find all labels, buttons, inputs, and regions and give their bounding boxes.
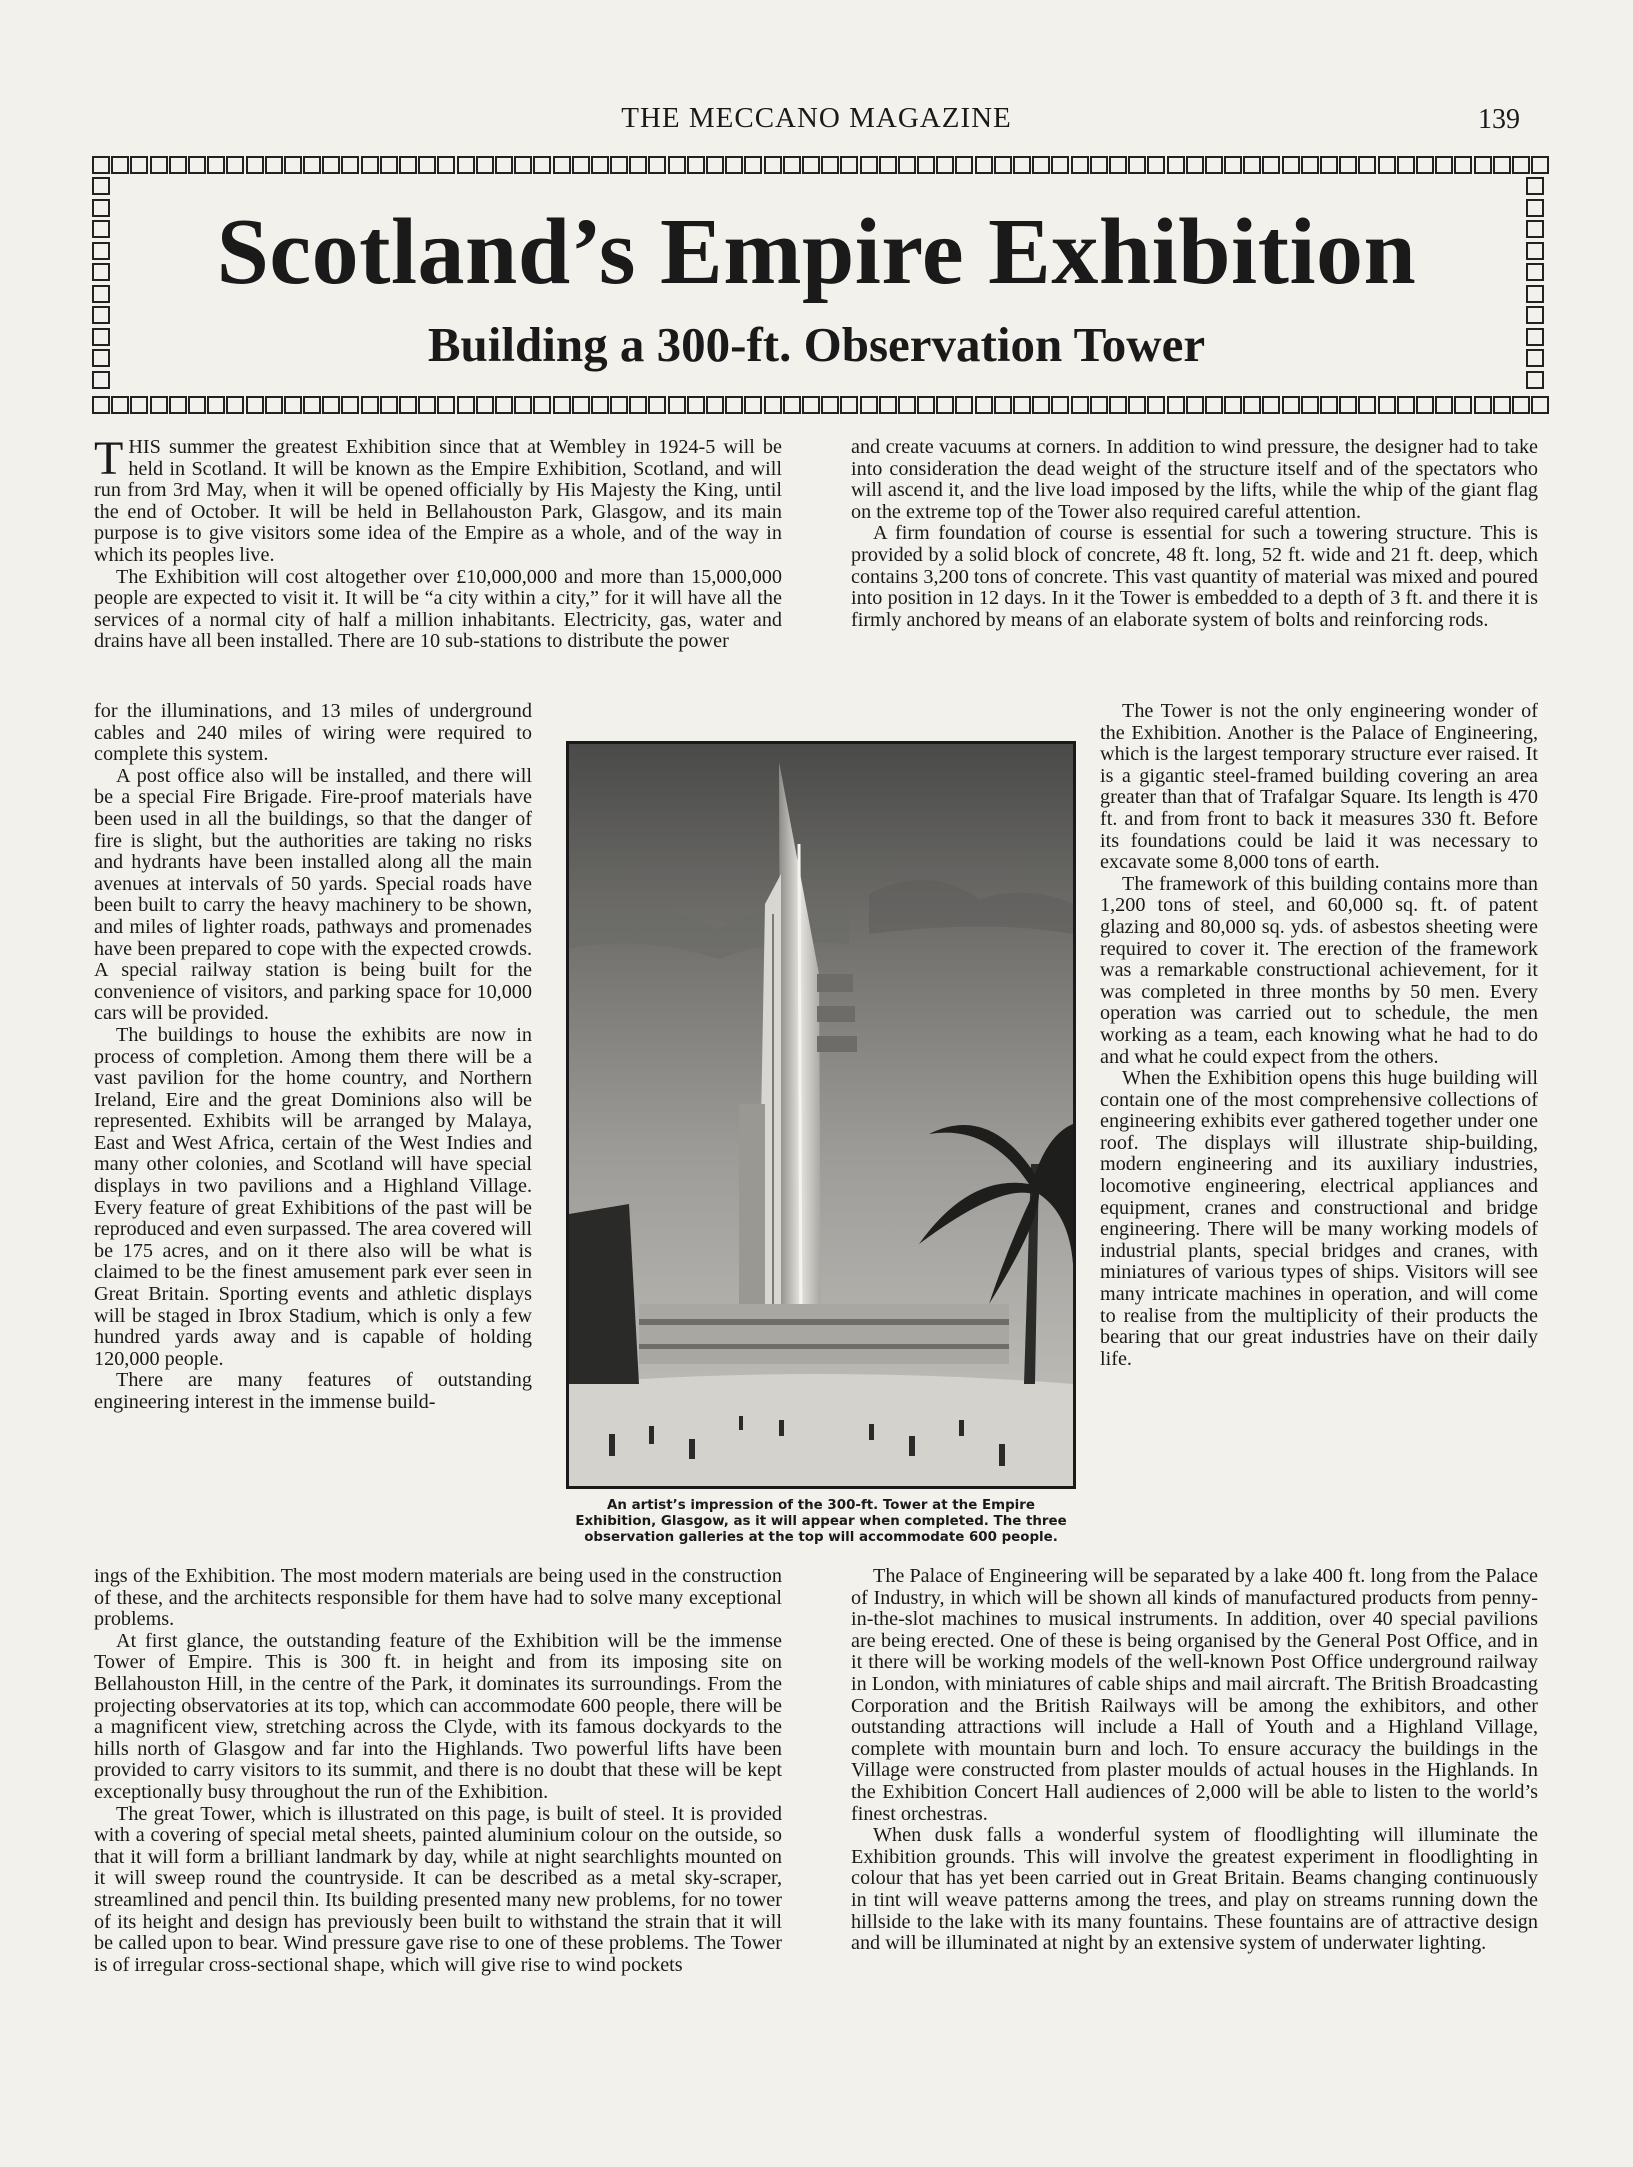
paragraph: The Tower is not the only engineering wonder of the Exhibition. Another is the Palace of Engineering, which is the largest temporary structure ever raised. It is a gigantic steel-framed building covering an area greater than that of Trafalgar Square. Its length is 470 ft. and from front to back it measures 330 ft. Before its foundations could be laid it was necessary to excavate some 8,000 tons of earth. [1100, 700, 1538, 874]
border-square [591, 396, 609, 414]
border-square [130, 156, 148, 174]
paragraph: The Exhibition will cost altogether over £10,000,000 and more than 15,000,000 people are expected to visit it. It will be “a city within a city,” for it will have all the services of a normal city of half a million inhabitants. Electricity, gas, water and drains have all been installed. There are 10 sub-stations to distribute the power [94, 565, 782, 653]
border-square [1416, 156, 1434, 174]
border-square [936, 396, 954, 414]
border-square [1013, 156, 1031, 174]
border-square [1320, 156, 1338, 174]
article-title: Scotland’s Empire Exhibition [216, 200, 1417, 304]
border-square [955, 396, 973, 414]
border-square [744, 156, 762, 174]
border-square [1397, 156, 1415, 174]
border-square [610, 396, 628, 414]
paragraph: At first glance, the outstanding feature of the Exhibition will be the immense Tower of Empire. This is 300 ft. in height and from its imposing site on Bellahouston Hill, in the centre of the Park, it dominates its surroundings. From the projecting observatories at its top, which can accommodate 600 people, there will be a magnificent view, stretching across the Clyde, with its famous dockyards to the hills north of Glasgow and far into the Highlands. Two powerful lifts have been provided to carry visitors to its summit, and there is no doubt that these will be kept exceptionally busy throughout the run of the Exhibition. [94, 1629, 782, 1803]
border-square [706, 396, 724, 414]
border-square [648, 396, 666, 414]
border-square [1013, 396, 1031, 414]
border-square [975, 396, 993, 414]
border-square [188, 396, 206, 414]
border-square [1186, 396, 1204, 414]
border-square [1051, 156, 1069, 174]
right-column-top [851, 437, 1538, 631]
paragraph: The framework of this building contains more than 1,200 tons of steel, and 60,000 sq. ft. of patent glazing and 80,000 sq. yds. of asbestos sheeting were required to cover it. The erection of the framework was a remarkable constructional achievement, for it was completed in three months by 50 men. Every operation was carried out to schedule, the men working as a team, each knowing what he had to do and what he could expect from the others. [1100, 872, 1538, 1068]
square-border-bottom [92, 396, 1550, 414]
border-square [1339, 156, 1357, 174]
border-square [341, 156, 359, 174]
border-square [169, 396, 187, 414]
border-square [457, 396, 475, 414]
border-square [265, 396, 283, 414]
page-number: 139 [1478, 104, 1520, 135]
paragraph: The great Tower, which is illustrated on this page, is built of steel. It is provided with a covering of special metal sheets, painted aluminium colour on the outside, so that it will form a brilliant landmark by day, while at night searchlights mounted on it will sweep round the countryside. It can be described as a metal sky-scraper, streamlined and pencil thin. Its building presented many new problems, for no tower of its height and design has previously been built to withstand the strain that it will be called upon to bear. Wind pressure gave rise to one of these problems. The Tower is of irregular cross-sectional shape, which will give rise to wind pockets [94, 1802, 782, 1976]
border-square [150, 396, 168, 414]
border-square [1282, 396, 1300, 414]
border-square [1526, 371, 1544, 389]
border-square [821, 156, 839, 174]
border-square [303, 396, 321, 414]
observation-tower-illustration [566, 741, 1076, 1489]
border-square [1090, 156, 1108, 174]
border-square [437, 156, 455, 174]
border-square [840, 396, 858, 414]
border-square [265, 156, 283, 174]
paragraph: When the Exhibition opens this huge building will contain one of the most comprehensive collections of engineering exhibits ever gathered together under one roof. The displays will illustrate ship-building, modern engineering and its auxiliary industries, locomotive engineering, electrical appliances and equipment, cranes and constructional and bridge engineering. There will be many working models of industrial plants, special bridges and cranes, with miniatures of various types of ships. Visitors will see many intricate machines in operation, and will come to realise from the multiplicity of their products the bearing that our great industries have on their daily life. [1100, 1067, 1538, 1370]
border-square [322, 156, 340, 174]
border-square [975, 156, 993, 174]
border-square [1474, 156, 1492, 174]
border-square [1493, 156, 1511, 174]
left-column-narrow [94, 701, 532, 1414]
border-square [1526, 177, 1544, 195]
border-square [668, 396, 686, 414]
border-square [476, 396, 494, 414]
border-square [1474, 396, 1492, 414]
border-square [917, 156, 935, 174]
border-square [860, 396, 878, 414]
border-square [994, 156, 1012, 174]
border-square [668, 156, 686, 174]
border-square [284, 156, 302, 174]
border-square [1109, 396, 1127, 414]
border-square [1147, 156, 1165, 174]
border-square [744, 396, 762, 414]
border-square [246, 156, 264, 174]
paragraph: When dusk falls a wonderful system of floodlighting will illuminate the Exhibition grounds. This will involve the greatest experiment in floodlighting in colour that has yet been carried out in Great Britain. Beams changing continuously in tint will weave patterns among the trees, and play on streams running down the hillside to the lake with its many fountains. These fountains are of attractive design and will be illuminated at night by an extensive system of underwater lighting. [851, 1824, 1538, 1955]
border-square [1090, 396, 1108, 414]
left-column-bottom [94, 1566, 782, 1976]
border-square [130, 396, 148, 414]
paragraph: The Palace of Engineering will be separated by a lake 400 ft. long from the Palace of Industry, in which will be shown all kinds of manufactured products from penny-in-the-slot machines to musical instruments. In addition, over 40 special pavilions are being erected. One of these is being organised by the General Post Office, and in it there will be working models of the well-known Post Office underground railway in London, with miniatures of cable ships and mail aircraft. The British Broadcasting Corporation and the British Railways will be among the exhibitors, and other outstanding attractions will include a Hall of Youth and a Highland Village, complete with mountain burn and loch. To ensure accuracy the buildings in the Village were constructed from plaster moulds of actual houses in the Highlands. In the Exhibition Concert Hall audiences of 2,000 will be able to listen to the world’s finest orchestras. [851, 1565, 1538, 1825]
border-square [572, 396, 590, 414]
border-square [207, 156, 225, 174]
border-square [687, 156, 705, 174]
border-square [955, 156, 973, 174]
border-square [725, 396, 743, 414]
border-square [879, 396, 897, 414]
border-square [533, 156, 551, 174]
border-square [936, 156, 954, 174]
border-square [783, 396, 801, 414]
border-square [725, 156, 743, 174]
border-square [92, 371, 110, 389]
border-square [898, 156, 916, 174]
paragraph: for the illuminations, and 13 miles of underground cables and 240 miles of wiring were required to complete this system. [94, 700, 532, 766]
illustration-caption: An artist’s impression of the 300-ft. Tower at the Empire Exhibition, Glasgow, as it will appear when completed. The three observation galleries at the top will accommodate 600 people. [575, 1498, 1067, 1545]
border-square [1358, 396, 1376, 414]
border-square [361, 396, 379, 414]
square-border-top [92, 156, 1550, 174]
border-square [92, 396, 110, 414]
border-square [341, 396, 359, 414]
border-square [1282, 156, 1300, 174]
running-head [0, 102, 1633, 142]
border-square [399, 156, 417, 174]
border-square [514, 396, 532, 414]
border-square [1205, 156, 1223, 174]
border-square [1416, 396, 1434, 414]
border-square [1301, 156, 1319, 174]
border-square [284, 396, 302, 414]
border-square [150, 156, 168, 174]
border-square [1358, 156, 1376, 174]
right-column-narrow [1100, 701, 1538, 1370]
border-square [1531, 156, 1549, 174]
border-square [322, 396, 340, 414]
border-square [1493, 396, 1511, 414]
border-square [246, 396, 264, 414]
border-square [1397, 396, 1415, 414]
border-square [648, 156, 666, 174]
border-square [380, 396, 398, 414]
border-square [188, 156, 206, 174]
border-square [476, 156, 494, 174]
paragraph: ings of the Exhibition. The most modern materials are being used in the construction of these, and the architects responsible for them have had to solve many exceptional problems. [94, 1565, 782, 1631]
border-square [1454, 396, 1472, 414]
border-square [553, 396, 571, 414]
paragraph: and create vacuums at corners. In addition to wind pressure, the designer had to take into consideration the dead weight of the structure itself and of the spectators who will ascend it, and the live load imposed by the lifts, while the whip of the giant flag on the extreme top of the Tower also required careful attention. [851, 436, 1538, 523]
right-column-bottom [851, 1566, 1538, 1955]
border-square [572, 156, 590, 174]
border-square [879, 156, 897, 174]
border-square [495, 396, 513, 414]
border-square [437, 396, 455, 414]
border-square [1186, 156, 1204, 174]
border-square [591, 156, 609, 174]
border-square [1320, 396, 1338, 414]
border-square [687, 396, 705, 414]
border-square [533, 396, 551, 414]
magazine-title: THE MECCANO MAGAZINE [621, 102, 1012, 134]
border-square [399, 396, 417, 414]
border-square [860, 156, 878, 174]
border-square [1435, 396, 1453, 414]
border-square [1032, 156, 1050, 174]
border-square [1454, 156, 1472, 174]
border-square [802, 396, 820, 414]
border-square [917, 396, 935, 414]
border-square [1071, 396, 1089, 414]
border-square [169, 156, 187, 174]
border-square [610, 156, 628, 174]
border-square [207, 396, 225, 414]
border-square [1262, 396, 1280, 414]
border-square [629, 156, 647, 174]
border-square [514, 156, 532, 174]
paragraph: There are many features of outstanding engineering interest in the immense build- [94, 1369, 532, 1413]
border-square [840, 156, 858, 174]
border-square [418, 396, 436, 414]
border-square [1378, 396, 1396, 414]
border-square [764, 396, 782, 414]
border-square [1071, 156, 1089, 174]
border-square [418, 156, 436, 174]
paragraph: A firm foundation of course is essential for such a towering structure. This is provided by a solid block of concrete, 48 ft. long, 52 ft. wide and 21 ft. deep, which contains 3,200 tons of concrete. This vast quantity of material was mixed and poured into position in 12 days. In it the Tower is embedded to a depth of 3 ft. and there it is firmly anchored by means of an elaborate system of bolts and reinforcing rods. [851, 522, 1538, 631]
border-square [1243, 156, 1261, 174]
border-square [1339, 396, 1357, 414]
paragraph [94, 432, 782, 567]
border-square [1301, 396, 1319, 414]
border-square [1167, 156, 1185, 174]
border-square [783, 156, 801, 174]
border-square [92, 177, 110, 195]
border-square [1224, 156, 1242, 174]
paragraph: The buildings to house the exhibits are now in process of completion. Among them there will be a vast pavilion for the home country, and Northern Ireland, Eire and the great Dominions also will be represented. Exhibits will be arranged by Malaya, East and West Africa, certain of the West Indies and many other colonies, and Scotland will have special displays in two pavilions and a Highland Village. Every feature of great Exhibitions of the past will be reproduced and even surpassed. The area covered will be 175 acres, and on it there also will be what is claimed to be the finest amusement park ever seen in Great Britain. Sporting events and athletic displays will be staged in Ibrox Stadium, which is only a few hundred yards away and is capable of holding 120,000 people. [94, 1023, 532, 1370]
tower-drawing [569, 744, 1073, 1486]
border-square [898, 396, 916, 414]
border-square [1224, 396, 1242, 414]
border-square [495, 156, 513, 174]
border-square [821, 396, 839, 414]
border-square [1531, 396, 1549, 414]
border-square [303, 156, 321, 174]
paragraph: A post office also will be installed, and there will be a special Fire Brigade. Fire-proof materials have been used in all the buildings, so that the danger of fire is slight, but the authorities are taking no risks and hydrants have been installed along all the main avenues at intervals of 50 yards. Special roads have been built to carry the heavy machinery to be shown, and miles of lighter roads, pathways and promenades have been prepared to cope with the expected crowds. A special railway station is being built for the convenience of visitors, and parking space for 10,000 cars will be provided. [94, 764, 532, 1025]
left-column-top [94, 432, 782, 653]
border-square [1512, 156, 1530, 174]
border-square [226, 156, 244, 174]
border-square [111, 156, 129, 174]
border-square [111, 396, 129, 414]
border-square [1051, 396, 1069, 414]
border-square [1147, 396, 1165, 414]
border-square [802, 156, 820, 174]
border-square [361, 156, 379, 174]
border-square [629, 396, 647, 414]
border-square [764, 156, 782, 174]
border-square [92, 156, 110, 174]
border-square [457, 156, 475, 174]
border-square [1167, 396, 1185, 414]
border-square [1378, 156, 1396, 174]
border-square [1032, 396, 1050, 414]
border-square [706, 156, 724, 174]
border-square [226, 396, 244, 414]
border-square [994, 396, 1012, 414]
border-square [1128, 396, 1146, 414]
border-square [1262, 156, 1280, 174]
border-square [380, 156, 398, 174]
article-subtitle: Building a 300-ft. Observation Tower [427, 317, 1206, 372]
drop-cap: T [94, 432, 124, 485]
border-square [1128, 156, 1146, 174]
border-square [1243, 396, 1261, 414]
paragraph-text: HIS summer the greatest Exhibition since that at Wembley in 1924-5 will be held in Scotland. It will be known as the Empire Exhibition, Scotland, and will run from 3rd May, when it will be opened officially by His Majesty the King, until the end of October. It will be held in Bellahouston Park, Glasgow, and its main purpose is to give visitors some idea of the Empire as a whole, and of the way in which its peoples live. [94, 436, 782, 566]
border-square [553, 156, 571, 174]
border-square [1435, 156, 1453, 174]
border-square [1205, 396, 1223, 414]
border-square [1512, 396, 1530, 414]
border-square [1109, 156, 1127, 174]
